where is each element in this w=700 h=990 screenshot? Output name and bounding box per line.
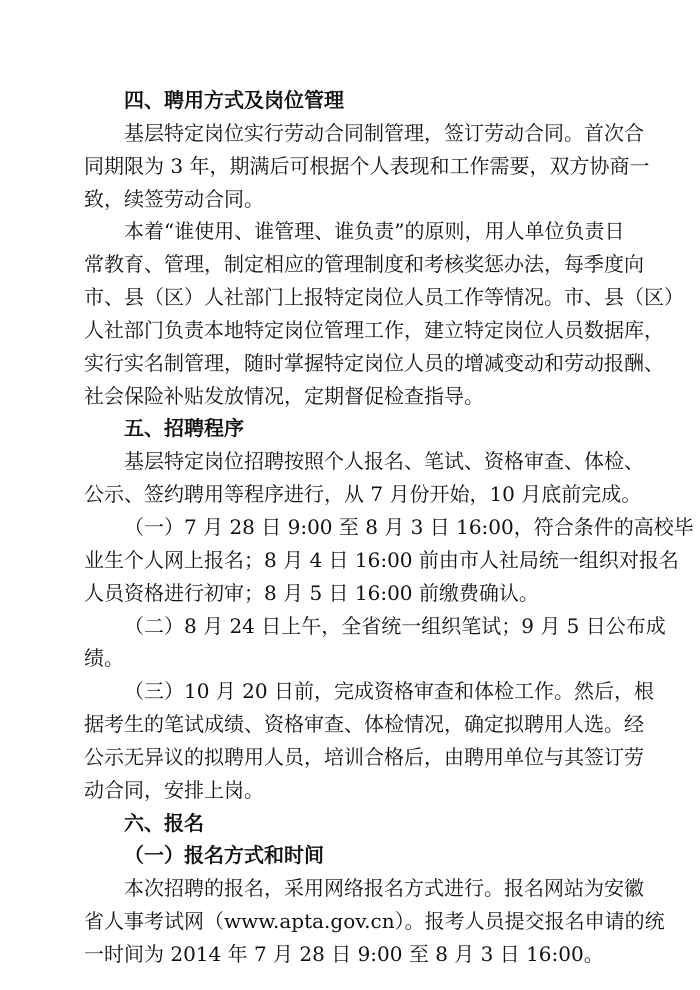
- paragraph-line: （二）8 月 24 日上午，全省统一组织笔试；9 月 5 日公布成: [124, 614, 666, 638]
- paragraph-line: 市、县（区）人社部门上报特定岗位人员工作等情况。市、县（区）: [84, 285, 684, 309]
- paragraph-line: （一）7 月 28 日 9:00 至 8 月 3 日 16:00，符合条件的高校毕: [124, 515, 694, 539]
- paragraph-line: 省人事考试网（www.apta.gov.cn）。报考人员提交报名申请的统: [84, 909, 665, 933]
- paragraph-line: 绩。: [84, 646, 124, 670]
- paragraph-line: 公示无异议的拟聘用人员，培训合格后，由聘用单位与其签订劳: [84, 745, 644, 769]
- paragraph-line: （三）10 月 20 日前，完成资格审查和体检工作。然后，根: [124, 679, 654, 703]
- paragraph-line: 社会保险补贴发放情况，定期督促检查指导。: [84, 384, 484, 408]
- section-heading-6: 六、报名: [124, 811, 204, 835]
- paragraph-line: 一时间为 2014 年 7 月 28 日 9:00 至 8 月 3 日 16:00。: [84, 942, 604, 966]
- paragraph-line: 据考生的笔试成绩、资格审查、体检情况，确定拟聘用人选。经: [84, 712, 644, 736]
- paragraph-line: 实行实名制管理，随时掌握特定岗位人员的增减变动和劳动报酬、: [84, 351, 664, 375]
- paragraph-line: 常教育、管理，制定相应的管理制度和考核奖惩办法，每季度向: [84, 252, 644, 276]
- section-heading-5: 五、招聘程序: [124, 416, 244, 440]
- paragraph-line: 基层特定岗位招聘按照个人报名、笔试、资格审查、体检、: [124, 449, 644, 473]
- paragraph-line: 本着“谁使用、谁管理、谁负责”的原则，用人单位负责日: [124, 219, 625, 243]
- paragraph-line: 同期限为 3 年，期满后可根据个人表现和工作需要，双方协商一: [84, 154, 650, 178]
- paragraph-line: 人社部门负责本地特定岗位管理工作，建立特定岗位人员数据库，: [84, 318, 664, 342]
- paragraph-line: 动合同，安排上岗。: [84, 778, 264, 802]
- paragraph-line: 人员资格进行初审；8 月 5 日 16:00 前缴费确认。: [84, 581, 539, 605]
- paragraph-line: 公示、签约聘用等程序进行，从 7 月份开始，10 月底前完成。: [84, 482, 642, 506]
- paragraph-line: 基层特定岗位实行劳动合同制管理，签订劳动合同。首次合: [124, 121, 644, 145]
- paragraph-line: 业生个人网上报名；8 月 4 日 16:00 前由市人社局统一组织对报名: [84, 548, 679, 572]
- section-heading-4: 四、聘用方式及岗位管理: [124, 88, 344, 112]
- paragraph-line: 本次招聘的报名，采用网络报名方式进行。报名网站为安徽: [124, 876, 644, 900]
- paragraph-line: 致，续签劳动合同。: [84, 187, 264, 211]
- subsection-heading: （一）报名方式和时间: [124, 843, 324, 867]
